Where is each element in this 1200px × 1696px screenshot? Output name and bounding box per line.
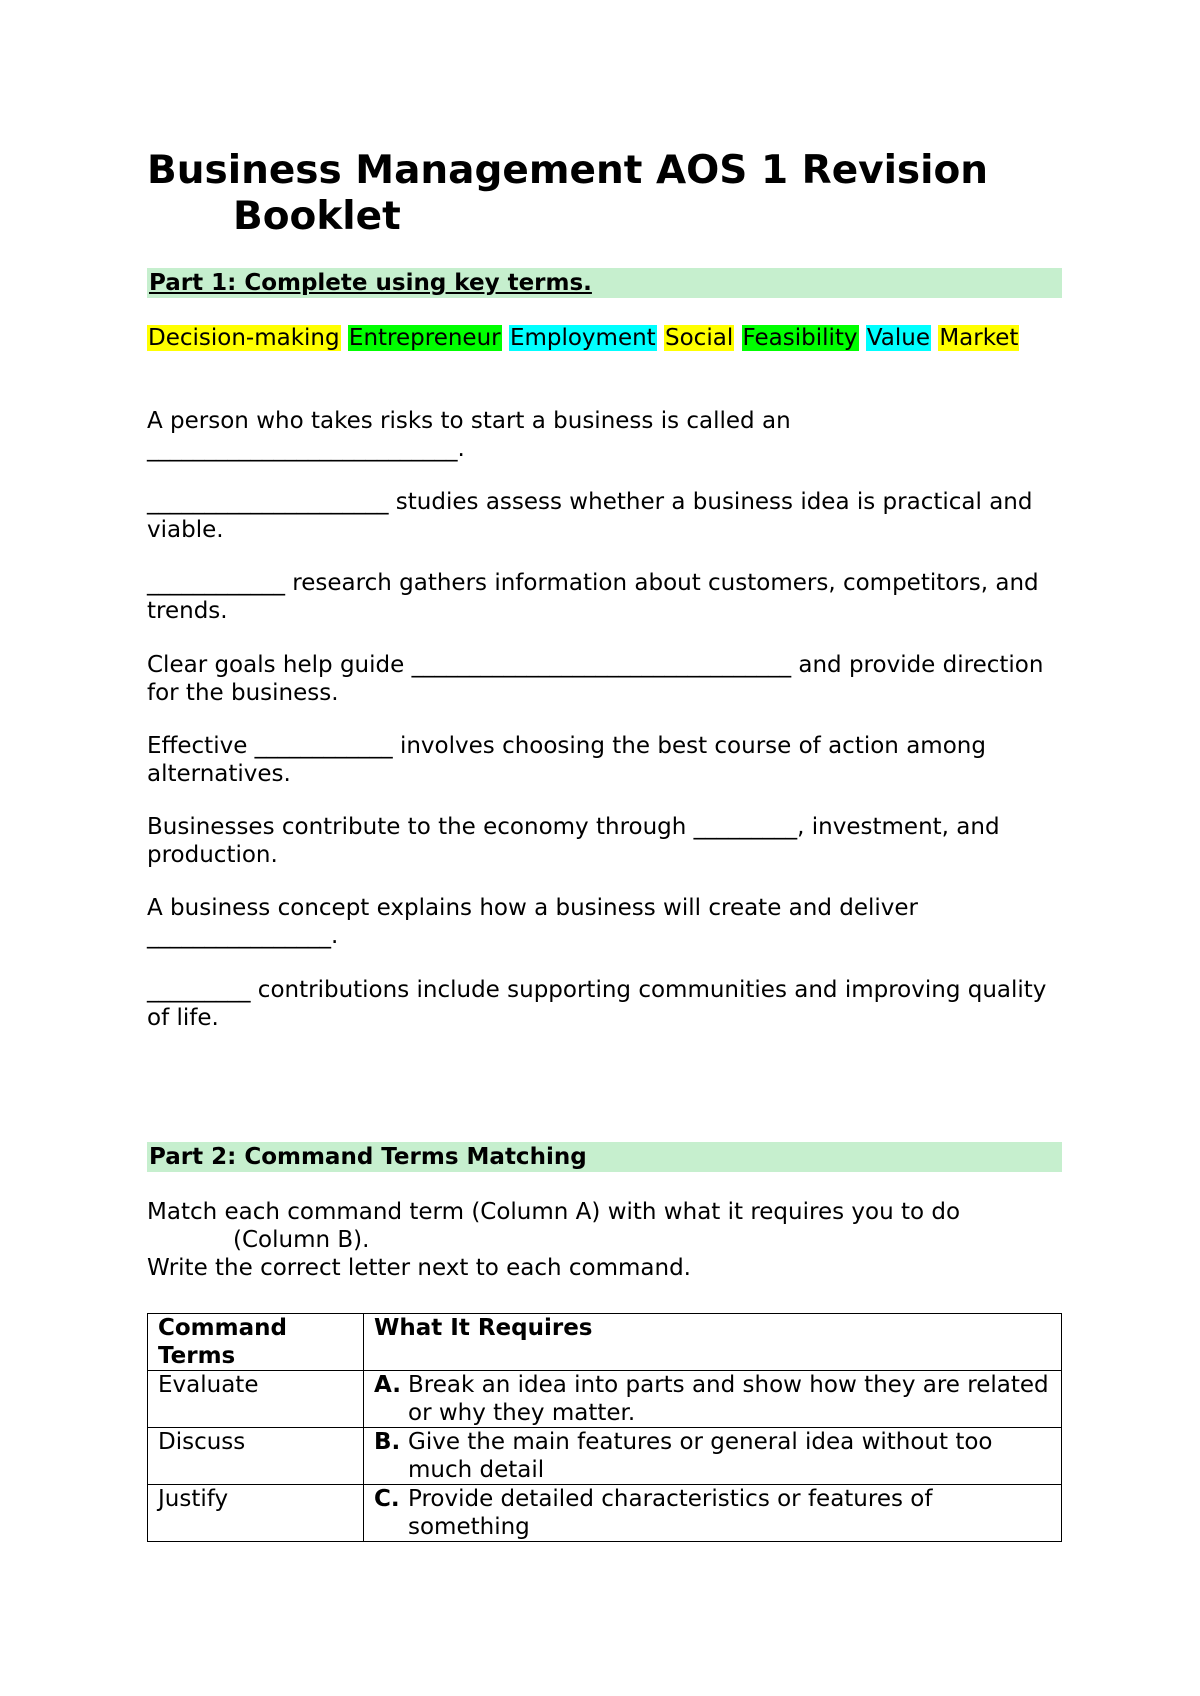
command-terms-table — [147, 1313, 1062, 1542]
key-term: Employment — [509, 325, 656, 351]
instruction-line: Match each command term (Column A) with what it requires you to do — [147, 1199, 961, 1225]
table-row — [148, 1485, 1062, 1542]
option-letter: C. — [374, 1486, 400, 1512]
part-1-heading — [147, 268, 1062, 298]
requirement-cell — [364, 1371, 1062, 1428]
command-term-cell: Evaluate — [148, 1371, 364, 1428]
command-term-cell: Discuss — [148, 1428, 364, 1485]
column-header-command-terms: Command Terms — [148, 1314, 364, 1371]
instruction-line: Write the correct letter next to each command. — [147, 1255, 691, 1281]
key-term: Social — [665, 325, 734, 351]
key-term: Market — [939, 325, 1019, 351]
key-term: Value — [866, 325, 931, 351]
option-letter: A. — [374, 1372, 401, 1398]
requirement-cell — [364, 1485, 1062, 1542]
fill-in-question: _________ contributions include supporting communities and improving quality of life. — [147, 977, 1047, 1031]
part-2-instructions — [147, 1198, 1062, 1282]
fill-in-question: Effective ____________ involves choosing the best course of action among alternatives. — [147, 733, 986, 787]
part-2-heading — [147, 1142, 1062, 1172]
fill-in-question: A person who takes risks to start a business is called an ___________________________. — [147, 408, 791, 462]
fill-in-question: Businesses contribute to the economy through _________, investment, and production. — [147, 814, 1000, 868]
fill-in-question: _____________________ studies assess whether a business idea is practical and viable. — [147, 489, 1033, 543]
command-term-cell: Justify — [148, 1485, 364, 1542]
column-header-requirements: What It Requires — [364, 1314, 1062, 1371]
part-1-heading-text: Part 1: Complete using key terms. — [149, 270, 592, 296]
part-2-heading-text: Part 2: Command Terms Matching — [149, 1144, 587, 1170]
title-line-2: Booklet — [233, 194, 401, 239]
key-term: Feasibility — [742, 325, 858, 351]
page-title — [147, 148, 1062, 240]
fill-in-question: ____________ research gathers information about customers, competitors, and trends. — [147, 570, 1039, 624]
table-row — [148, 1428, 1062, 1485]
requirement-text: Break an idea into parts and show how they are related or why they matter. — [408, 1372, 1049, 1426]
requirement-cell — [364, 1428, 1062, 1485]
table-row — [148, 1371, 1062, 1428]
requirement-text: Provide detailed characteristics or features of something — [408, 1486, 933, 1540]
fill-in-question: Clear goals help guide _________________________________ and provide direction for the business. — [147, 652, 1044, 706]
instruction-line: (Column B). — [233, 1227, 370, 1253]
title-line-1: Business Management AOS 1 Revision — [147, 148, 989, 193]
table-header-row — [148, 1314, 1062, 1371]
key-term: Decision-making — [148, 325, 340, 351]
requirement-text: Give the main features or general idea without too much detail — [408, 1429, 993, 1483]
option-letter: B. — [374, 1429, 401, 1455]
key-term: Entrepreneur — [348, 325, 501, 351]
fill-in-question: A business concept explains how a business will create and deliver ________________. — [147, 895, 918, 949]
key-terms-bank — [147, 323, 1019, 353]
